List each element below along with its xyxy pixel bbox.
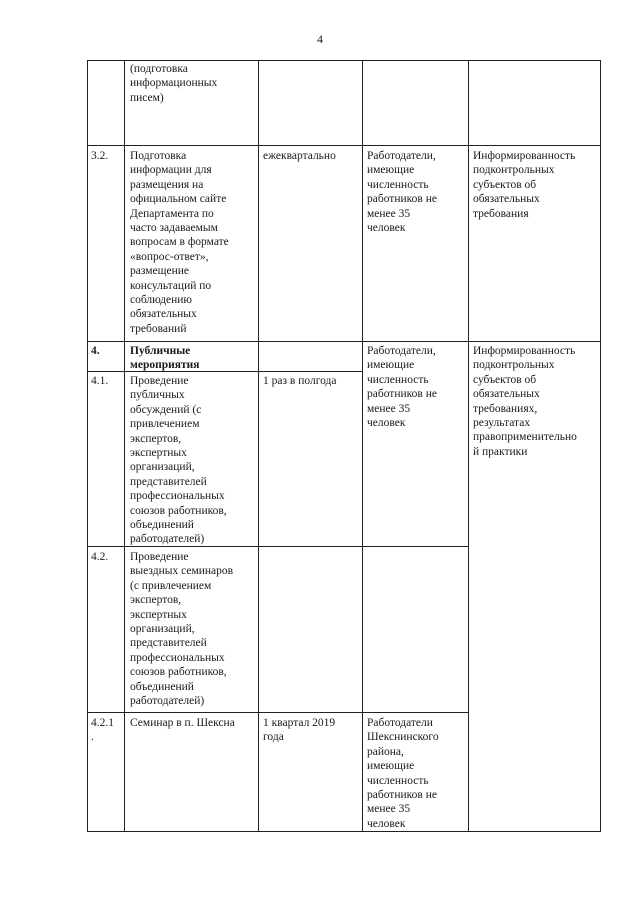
table-border-right <box>600 60 601 832</box>
subjects: Работодатели, имеющие численность работников не менее 35 человек <box>367 150 437 235</box>
row-number: 4.2.1 . <box>91 717 114 744</box>
column-divider <box>362 60 363 832</box>
column-divider <box>468 60 469 832</box>
period: 1 квартал 2019 года <box>263 717 336 744</box>
measure-name: Проведение публичных обсуждений (с привлечением экспертов, экспертных организаций, представителей профессиональных союзов работников, объединений работодателей) <box>130 375 227 546</box>
table-border-top <box>87 60 601 61</box>
table-border-bottom <box>87 831 601 832</box>
measure-name: Семинар в п. Шексна <box>130 717 235 729</box>
measure-name: Подготовка информации для размещения на официальном сайте Департамента по часто задаваемым вопросам в формате «вопрос-ответ», размещение консультаций по соблюдению обязательных требований <box>130 150 229 335</box>
row-divider <box>87 145 601 146</box>
row-number: 4.2. <box>91 551 109 563</box>
table-cell: (подготовка информационных писем) <box>130 63 218 104</box>
section-title: Публичные мероприятия <box>130 345 200 372</box>
column-divider <box>124 60 125 832</box>
page-number: 4 <box>317 32 323 46</box>
column-divider <box>258 60 259 832</box>
row-divider <box>87 341 601 342</box>
period: ежеквартально <box>263 150 336 162</box>
row-number: 3.2. <box>91 150 109 162</box>
result: Информированность подконтрольных субъектов об обязательных требованиях, результатах правоприменительно й практики <box>473 345 577 458</box>
row-number: 4.1. <box>91 375 109 387</box>
subjects: Работодатели, имеющие численность работников не менее 35 человек <box>367 345 437 430</box>
measure-name: Проведение выездных семинаров (с привлечением экспертов, экспертных организаций, представителей профессиональных союзов работников, объединений работодателей) <box>130 551 234 708</box>
result: Информированность подконтрольных субъектов об обязательных требования <box>473 150 576 220</box>
row-divider <box>87 712 469 713</box>
table-border-left <box>87 60 88 832</box>
section-number: 4. <box>91 345 100 357</box>
subjects: Работодатели Шекснинского района, имеющие численность работников не менее 35 человек <box>367 717 439 830</box>
period: 1 раз в полгода <box>263 375 337 387</box>
